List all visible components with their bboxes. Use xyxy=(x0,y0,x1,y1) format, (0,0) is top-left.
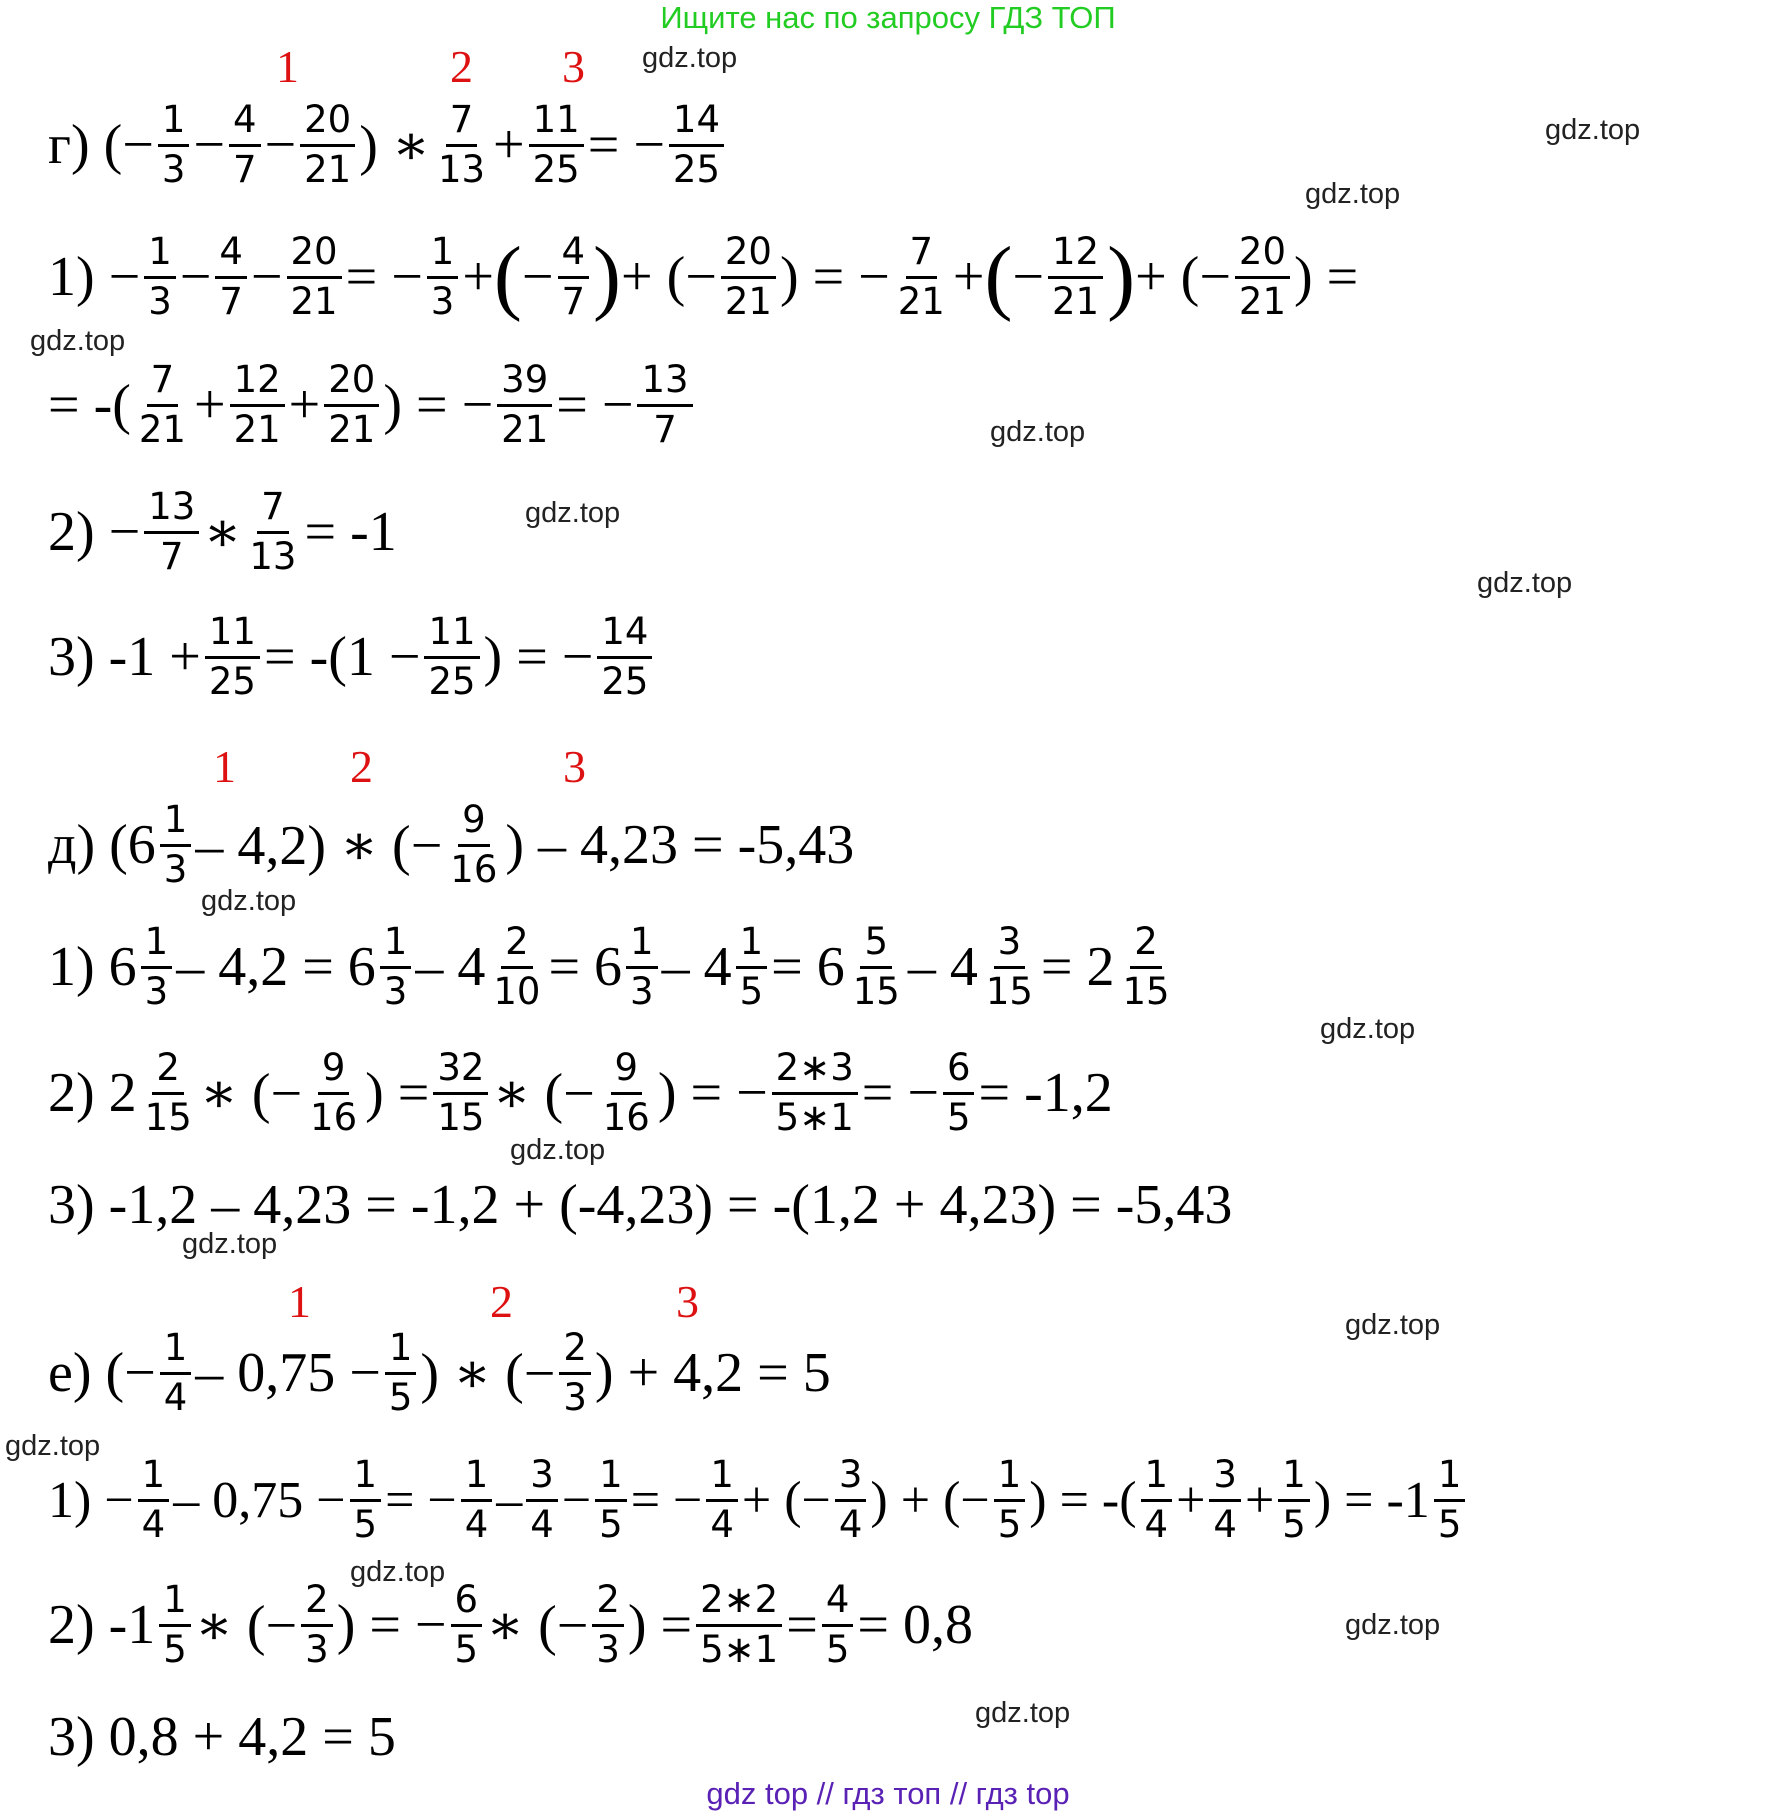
fraction: $\frac{2}{15}$ xyxy=(1122,919,1170,1013)
problem-d-step-1: 1) 6 $\frac{1}{3}$ – 4,2 = 6 $\frac{1}{3}$ – 4 $\frac{2}{10}$ = 6 $\frac{1}{3}$ – 4 $\frac{1}{5}$ = 6 $\frac{5}{15}$ – 4 $\frac{3}{15}$ = 2 $\frac{2}{15}$ xyxy=(48,922,1178,1012)
fraction: $\frac{1}{4}$ xyxy=(160,1328,192,1418)
fraction: $\frac{1}{3}$ xyxy=(158,100,190,190)
problem-g-step-1: 1) − $\frac{1}{3}$ − $\frac{4}{7}$ − $\frac{20}{21}$ = − $\frac{1}{3}$ + ( − $\frac{4}{7}$ ) + (− $\frac{20}{21}$ ) = − $\frac{7}{21}$ + ( − $\frac{12}{21}$ ) + (− $\frac{20}{21}$ ) = xyxy=(48,229,1359,323)
problem-e-step-2: 2) -1 $\frac{1}{5}$ ∗ (− $\frac{2}{3}$ ) = − $\frac{6}{5}$ ∗ (− $\frac{2}{3}$ ) = $\frac{2∗2}{5∗1}$ = $\frac{4}{5}$ = 0,8 xyxy=(48,1577,973,1671)
fraction: $\frac{1}{5}$ xyxy=(1278,1455,1310,1545)
fraction: $\frac{4}{7}$ xyxy=(215,232,247,322)
fraction: $\frac{7}{13}$ xyxy=(249,484,297,578)
fraction: $\frac{1}{5}$ xyxy=(1434,1455,1466,1545)
fraction: $\frac{4}{7}$ xyxy=(229,100,261,190)
fraction: $\frac{13}{7}$ xyxy=(637,360,692,450)
step-number-3: 3 xyxy=(676,1276,699,1327)
fraction: $\frac{1}{5}$ xyxy=(385,1328,417,1418)
watermark: gdz.top xyxy=(350,1556,446,1588)
fraction: $\frac{32}{15}$ xyxy=(433,1048,488,1138)
fraction: $\frac{2∗3}{5∗1}$ xyxy=(772,1048,858,1138)
fraction: $\frac{7}{13}$ xyxy=(437,97,486,191)
fraction: $\frac{2}{3}$ xyxy=(592,1580,624,1670)
fraction: $\frac{12}{21}$ xyxy=(230,360,285,450)
fraction: $\frac{3}{15}$ xyxy=(985,919,1033,1013)
problem-d-statement: д) (6 $\frac{1}{3}$ – 4,2) ∗ (− $\frac{9}{16}$ ) – 4,23 = -5,43 xyxy=(48,797,855,891)
step-number-3: 3 xyxy=(562,41,585,92)
watermark: gdz.top xyxy=(990,416,1086,448)
fraction: $\frac{9}{16}$ xyxy=(450,797,498,891)
watermark: gdz.top xyxy=(1345,1309,1441,1341)
watermark: gdz.top xyxy=(1320,1013,1416,1045)
fraction: $\frac{1}{3}$ xyxy=(141,922,173,1012)
watermark: gdz.top xyxy=(642,42,738,74)
problem-e-step-3: 3) 0,8 + 4,2 = 5 xyxy=(48,1706,396,1768)
problem-g-step-1-cont: = -( $\frac{7}{21}$ + $\frac{12}{21}$ + $\frac{20}{21}$ ) = − $\frac{39}{21}$ = − $\frac{13}{7}$ xyxy=(48,360,697,450)
problem-g-step-3: 3) -1 + $\frac{11}{25}$ = -(1 − $\frac{11}{25}$ ) = − $\frac{14}{25}$ xyxy=(48,612,656,702)
step-number-2: 2 xyxy=(450,41,473,92)
fraction: $\frac{20}{21}$ xyxy=(287,232,342,322)
fraction: $\frac{1}{5}$ xyxy=(736,922,768,1012)
watermark: gdz.top xyxy=(975,1697,1071,1729)
fraction: $\frac{1}{5}$ xyxy=(159,1580,191,1670)
watermark: gdz.top xyxy=(1345,1609,1441,1641)
fraction: $\frac{2}{15}$ xyxy=(144,1045,192,1139)
fraction: $\frac{1}{4}$ xyxy=(706,1455,738,1545)
fraction: $\frac{1}{4}$ xyxy=(1141,1455,1173,1545)
fraction: $\frac{1}{3}$ xyxy=(144,232,176,322)
fraction: $\frac{1}{3}$ xyxy=(427,232,459,322)
fraction: $\frac{4}{7}$ xyxy=(558,232,590,322)
watermark: gdz.top xyxy=(1545,114,1641,146)
fraction: $\frac{9}{16}$ xyxy=(310,1045,358,1139)
fraction: $\frac{5}{15}$ xyxy=(852,919,900,1013)
watermark: gdz.top xyxy=(510,1134,606,1166)
footer-banner: gdz top // гдз топ // гдз top xyxy=(706,1776,1070,1811)
fraction: $\frac{3}{4}$ xyxy=(835,1455,867,1545)
fraction: $\frac{11}{25}$ xyxy=(205,612,260,702)
fraction: $\frac{7}{21}$ xyxy=(897,229,945,323)
fraction: $\frac{1}{3}$ xyxy=(380,922,412,1012)
search-hint-banner: Ищите нас по запросу ГДЗ ТОП xyxy=(660,0,1116,35)
fraction: $\frac{1}{3}$ xyxy=(160,800,192,890)
watermark: gdz.top xyxy=(182,1228,278,1260)
step-number-1: 1 xyxy=(213,741,236,792)
fraction: $\frac{6}{5}$ xyxy=(943,1048,975,1138)
watermark: gdz.top xyxy=(1305,178,1401,210)
fraction: $\frac{1}{3}$ xyxy=(626,922,658,1012)
fraction: $\frac{1}{5}$ xyxy=(350,1455,382,1545)
fraction: $\frac{20}{21}$ xyxy=(1235,232,1290,322)
fraction: $\frac{14}{25}$ xyxy=(597,612,652,702)
watermark: gdz.top xyxy=(525,497,621,529)
fraction: $\frac{7}{21}$ xyxy=(138,357,186,451)
step-number-1: 1 xyxy=(276,41,299,92)
fraction: $\frac{1}{4}$ xyxy=(138,1455,170,1545)
problem-e-statement: е) (− $\frac{1}{4}$ – 0,75 − $\frac{1}{5}$ ) ∗ (− $\frac{2}{3}$ ) + 4,2 = 5 xyxy=(48,1325,831,1419)
fraction: $\frac{20}{21}$ xyxy=(300,100,355,190)
watermark: gdz.top xyxy=(5,1430,101,1462)
fraction: $\frac{12}{21}$ xyxy=(1048,232,1103,322)
step-number-3: 3 xyxy=(563,741,586,792)
fraction: $\frac{20}{21}$ xyxy=(324,360,379,450)
problem-g-step-2: 2) − $\frac{13}{7}$ ∗ $\frac{7}{13}$ = -1 xyxy=(48,484,397,578)
fraction: $\frac{2}{3}$ xyxy=(559,1328,591,1418)
fraction: $\frac{2∗2}{5∗1}$ xyxy=(696,1580,782,1670)
fraction: $\frac{13}{7}$ xyxy=(144,487,199,577)
fraction: $\frac{3}{4}$ xyxy=(526,1455,558,1545)
problem-e-step-1: 1) − $\frac{1}{4}$ – 0,75 − $\frac{1}{5}$ = − $\frac{1}{4}$ – $\frac{3}{4}$ − $\frac{1}{5}$ = − $\frac{1}{4}$ + (− $\frac{3}{4}$ ) + (− $\frac{1}{5}$ ) = -( $\frac{1}{4}$ + $\frac{3}{4}$ + $\frac{1}{5}$ ) = -1 $\frac{1}{5}$ xyxy=(48,1455,1469,1545)
problem-d-step-2: 2) 2 $\frac{2}{15}$ ∗ (− $\frac{9}{16}$ ) = $\frac{32}{15}$ ∗ (− $\frac{9}{16}$ ) = − $\frac{2∗3}{5∗1}$ = − $\frac{6}{5}$ = -1,2 xyxy=(48,1045,1113,1139)
watermark: gdz.top xyxy=(201,885,297,917)
watermark: gdz.top xyxy=(1477,567,1573,599)
step-number-1: 1 xyxy=(288,1276,311,1327)
fraction: $\frac{1}{5}$ xyxy=(595,1455,627,1545)
problem-d-step-3: 3) -1,2 – 4,23 = -1,2 + (-4,23) = -(1,2 + 4,23) = -5,43 xyxy=(48,1174,1233,1236)
fraction: $\frac{3}{4}$ xyxy=(1209,1455,1241,1545)
fraction: $\frac{11}{25}$ xyxy=(424,612,479,702)
fraction: $\frac{11}{25}$ xyxy=(529,100,584,190)
fraction: $\frac{1}{5}$ xyxy=(994,1455,1026,1545)
step-number-2: 2 xyxy=(490,1276,513,1327)
watermark: gdz.top xyxy=(30,325,126,357)
step-number-2: 2 xyxy=(350,741,373,792)
fraction: $\frac{6}{5}$ xyxy=(451,1580,483,1670)
fraction: $\frac{1}{4}$ xyxy=(461,1455,493,1545)
fraction: $\frac{20}{21}$ xyxy=(721,232,776,322)
fraction: $\frac{4}{5}$ xyxy=(822,1580,854,1670)
fraction: $\frac{14}{25}$ xyxy=(669,100,724,190)
fraction: $\frac{39}{21}$ xyxy=(497,360,552,450)
fraction: $\frac{9}{16}$ xyxy=(602,1045,650,1139)
problem-g-statement: г) (− $\frac{1}{3}$ − $\frac{4}{7}$ − $\frac{20}{21}$ ) ∗ $\frac{7}{13}$ + $\frac{11}{25}$ = − $\frac{14}{25}$ xyxy=(48,100,728,190)
fraction: $\frac{2}{10}$ xyxy=(493,919,541,1013)
fraction: $\frac{2}{3}$ xyxy=(301,1580,333,1670)
